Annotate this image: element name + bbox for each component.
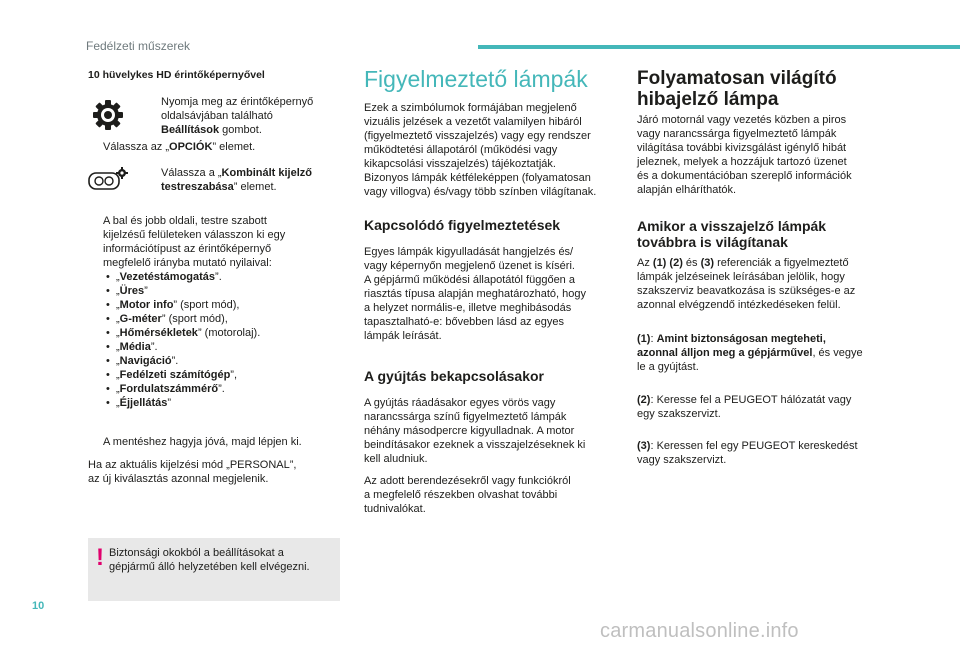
step4-line: információtípust az érintőképernyő bbox=[103, 243, 272, 255]
related-line: lámpák leírását. bbox=[364, 330, 442, 342]
customization-label: testreszabása bbox=[161, 181, 234, 193]
step2-pre: Válassza az „ bbox=[103, 141, 170, 153]
display-customization-icon bbox=[88, 166, 130, 192]
step3-post: ” elemet. bbox=[233, 181, 277, 193]
reference-intro-line: lámpák jelzéseinek leírásában jelölik, hogy bbox=[637, 271, 845, 283]
page-number: 10 bbox=[32, 600, 45, 612]
section-title-steady-lamp-line2: hibajelző lámpa bbox=[637, 89, 779, 110]
related-line: riasztás típusa alapján meghatározható, hogy bbox=[364, 288, 586, 300]
steady-line: vagy narancssárga figyelmeztető lámpák bbox=[637, 128, 837, 140]
related-line: a helyzet normális-e, illetve meghibásodás bbox=[364, 302, 572, 314]
options-list bbox=[106, 270, 260, 410]
section-title-warning-lamps: Figyelmeztető lámpák bbox=[364, 66, 588, 92]
section-title-steady-lamp: Folyamatosan világító bbox=[637, 68, 837, 89]
step1-line1: Nyomja meg az érintőképernyő bbox=[161, 96, 314, 108]
steady-line: jeleznek, melyek a hozzájuk tartozó üzenet bbox=[637, 156, 847, 168]
list-item: • „Üres” bbox=[106, 285, 148, 297]
ignition-line: beindításakor ezeknek a visszajelzéseknek ki bbox=[364, 439, 586, 451]
intro-line: működtetési állapotáról (működési vagy bbox=[364, 144, 558, 156]
warning-line: gépjármű álló helyzetében kell elvégezni. bbox=[109, 561, 310, 573]
ignition-line: Az adott berendezésekről vagy funkciókról bbox=[364, 475, 571, 487]
watermark: carmanualsonline.info bbox=[600, 620, 799, 642]
reference-1-line: le a gyújtást. bbox=[637, 361, 699, 373]
step4-line: A bal és jobb oldali, testre szabott bbox=[103, 215, 267, 227]
reference-1-line: azonnal álljon meg a gépjárművel, és vegye bbox=[637, 347, 863, 359]
warning-line: Biztonsági okokból a beállításokat a bbox=[109, 547, 284, 559]
step5-text: A mentéshez hagyja jóvá, majd lépjen ki. bbox=[103, 436, 302, 448]
personal-mode-line: Ha az aktuális kijelzési mód „PERSONAL”, bbox=[88, 459, 297, 471]
steady-line: alapján elháríthatók. bbox=[637, 184, 737, 196]
ignition-line: tudnivalókat. bbox=[364, 503, 426, 515]
related-line: A gépjármű működési állapotától függően a bbox=[364, 274, 575, 286]
intro-line: vagy villogva) és/vagy több színben világítanak. bbox=[364, 186, 597, 198]
step4-line: megfelelő irányba mutató nyilaival: bbox=[103, 257, 272, 269]
reference-3-line: vagy szakszervizt. bbox=[637, 454, 727, 466]
step3-pre: Válassza a „ bbox=[161, 167, 222, 179]
reference-intro-line: szakszerviz beavatkozása is szükséges-e az bbox=[637, 285, 856, 297]
gear-icon bbox=[91, 98, 125, 132]
step1-line2: oldalsávjában található bbox=[161, 110, 273, 122]
subheading-related-warnings: Kapcsolódó figyelmeztetések bbox=[364, 217, 561, 233]
step1-tail: gombot. bbox=[219, 124, 262, 136]
list-item: • „Hőmérsékletek” (motorolaj). bbox=[106, 327, 261, 339]
intro-line: vizuális jelzések a vezetőt valamilyen hibáról bbox=[364, 116, 582, 128]
steady-line: Járó motornál vagy vezetés közben a piros bbox=[637, 114, 847, 126]
options-label: OPCIÓK bbox=[169, 141, 213, 153]
steady-line: világítása további kivizsgálást igénylő hibát bbox=[637, 142, 847, 154]
reference-intro-line: Az (1) (2) és (3) referenciák a figyelmeztető bbox=[637, 257, 849, 269]
list-item: • „Éjjellátás” bbox=[106, 397, 172, 409]
settings-label: Beállítások bbox=[161, 124, 220, 136]
list-item: • „Vezetéstámogatás”. bbox=[106, 271, 222, 283]
header-rule bbox=[478, 45, 960, 49]
intro-line: (figyelmeztető visszajelzés) vagy egy rendszer bbox=[364, 130, 591, 142]
list-item: • „Média”. bbox=[106, 341, 158, 353]
related-line: Egyes lámpák kigyulladását hangjelzés és/ bbox=[364, 246, 574, 258]
list-item: • „Fordulatszámmérő”. bbox=[106, 383, 225, 395]
list-item: • „G-méter” (sport mód), bbox=[106, 313, 228, 325]
steady-line: és a dokumentációban szereplő információk bbox=[637, 170, 852, 182]
personal-mode-line: az új kiválasztás azonnal megjelenik. bbox=[88, 473, 269, 485]
reference-intro-line: azonnal elvégzendő intézkedéseken felül. bbox=[637, 299, 841, 311]
related-line: vagy képernyőn megjelenő üzenet is kíséri. bbox=[364, 260, 575, 272]
intro-line: kikapcsolási visszajelzés) tájékoztatják. bbox=[364, 158, 556, 170]
ignition-line: a megfelelő részekben olvashat további bbox=[364, 489, 558, 501]
ignition-line: néhány másodpercre kigyulladnak. A motor bbox=[364, 425, 575, 437]
subheading-ignition: A gyújtás bekapcsolásakor bbox=[364, 368, 545, 384]
intro-line: Ezek a szimbólumok formájában megjelenő bbox=[364, 102, 577, 114]
running-header: Fedélzeti műszerek bbox=[86, 39, 191, 53]
reference-2-line: egy szakszervizt. bbox=[637, 408, 721, 420]
ignition-line: narancssárga színű figyelmeztető lámpák bbox=[364, 411, 567, 423]
ignition-line: kell aludniuk. bbox=[364, 453, 428, 465]
reference-1-line: (1): Amint biztonságosan megteheti, bbox=[637, 333, 826, 345]
warning-exclamation-icon: ! bbox=[96, 544, 104, 571]
step2-post: ” elemet. bbox=[212, 141, 256, 153]
subheading-lamps-remain-on: Amikor a visszajelző lámpák bbox=[637, 218, 827, 234]
reference-3-line: (3): Keressen fel egy PEUGEOT kereskedést bbox=[637, 440, 858, 452]
list-item: • „Fedélzeti számítógép”, bbox=[106, 369, 238, 381]
step4-line: kijelzésű felületeken válasszon ki egy bbox=[103, 229, 286, 241]
related-line: tapasztalható-e: bővebben lásd az egyes bbox=[364, 316, 564, 328]
section-heading-touchscreen: 10 hüvelykes HD érintőképernyővel bbox=[88, 69, 265, 81]
combined-display-label: Kombinált kijelző bbox=[221, 167, 312, 179]
list-item: • „Motor info” (sport mód), bbox=[106, 299, 240, 311]
reference-2-line: (2): Keresse fel a PEUGEOT hálózatát vagy bbox=[637, 394, 852, 406]
ignition-line: A gyújtás ráadásakor egyes vörös vagy bbox=[364, 397, 556, 409]
list-item: • „Navigáció”. bbox=[106, 355, 179, 367]
intro-line: Bizonyos lámpák kétféleképpen (folyamatosan bbox=[364, 172, 591, 184]
subheading-lamps-remain-on-line2: továbbra is világítanak bbox=[637, 234, 788, 250]
